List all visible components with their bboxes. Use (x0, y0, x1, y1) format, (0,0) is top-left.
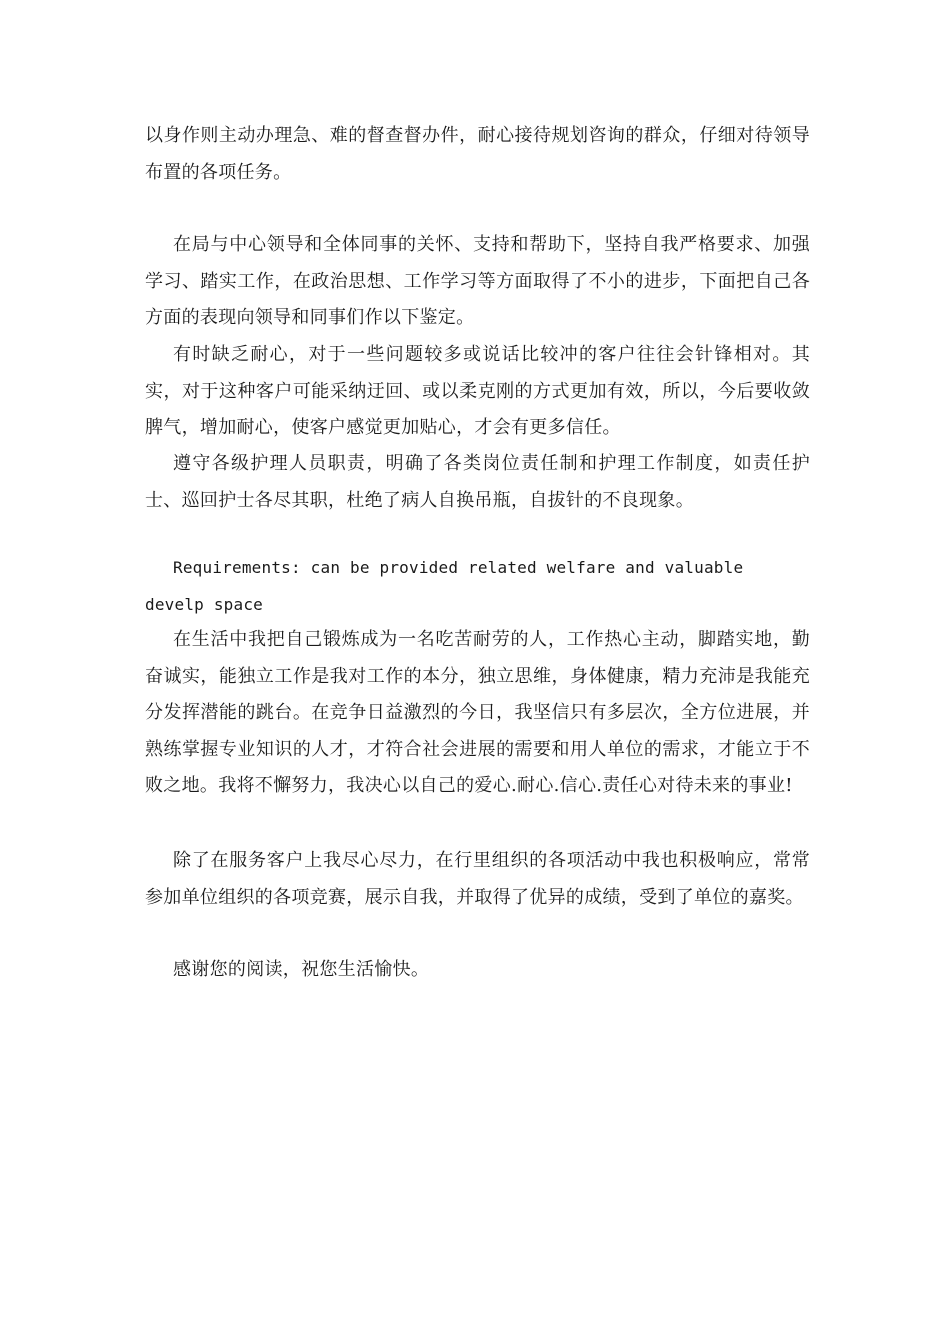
paragraph-2: 在局与中心领导和全体同事的关怀、支持和帮助下，坚持自我严格要求、加强学习、踏实工作，在政治思想、工作学习等方面取得了不小的进步，下面把自己各方面的表现向领导和同事们作以下鉴定。 (145, 234, 810, 328)
paragraph-8-closing: 感谢您的阅读，祝您生活愉快。 (173, 959, 430, 980)
paragraph-3: 有时缺乏耐心，对于一些问题较多或说话比较冲的客户往往会针锋相对。其实，对于这种客户可能采纳迂回、或以柔克刚的方式更加有效，所以，今后要收敛脾气，增加耐心，使客户感觉更加贴心，才会有更多信任。 (145, 344, 810, 438)
paragraph-4: 遵守各级护理人员职责，明确了各类岗位责任制和护理工作制度，如责任护士、巡回护士各尽其职，杜绝了病人自换吊瓶，自拔针的不良现象。 (145, 453, 810, 511)
paragraph-1: 以身作则主动办理急、难的督查督办件，耐心接待规划咨询的群众，仔细对待领导布置的各项任务。 (145, 125, 810, 183)
paragraph-5-english: Requirements: can be provided related welfare and valuable develp space (145, 558, 744, 614)
paragraph-7: 除了在服务客户上我尽心尽力，在行里组织的各项活动中我也积极响应，常常参加单位组织的各项竞赛，展示自我，并取得了优异的成绩，受到了单位的嘉奖。 (145, 850, 810, 908)
paragraph-6: 在生活中我把自己锻炼成为一名吃苦耐劳的人，工作热心主动，脚踏实地，勤奋诚实，能独立工作是我对工作的本分，独立思维，身体健康，精力充沛是我能充分发挥潜能的跳台。在竞争日益激烈的今日，我坚信只有多层次，全方位进展，并熟练掌握专业知识的人才，才符合社会进展的需要和用人单位的需求，才能立于不败之地。我将不懈努力，我决心以自己的爱心.耐心.信心.责任心对待未来的事业! (145, 629, 810, 796)
